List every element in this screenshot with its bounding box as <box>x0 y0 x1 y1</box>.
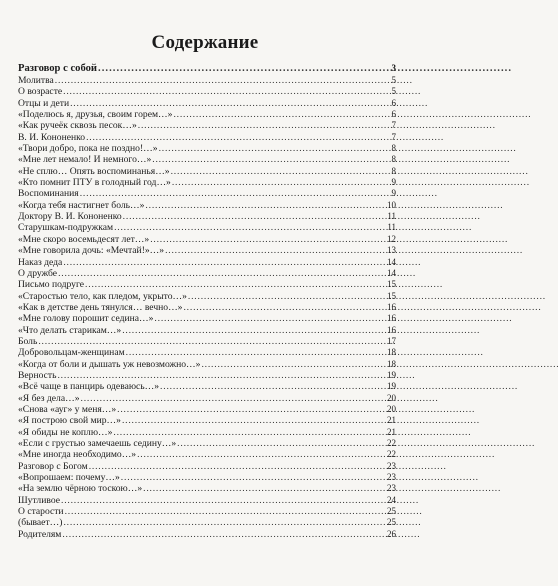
toc-page-number: 15 <box>387 279 396 290</box>
dot-leader <box>188 291 385 302</box>
toc-page-number: 20 <box>387 392 396 403</box>
toc-entry-title: «Если с грустью замечаешь седину…» <box>18 438 177 449</box>
toc-page-number: 23 <box>387 460 396 471</box>
toc-page-number: 11 <box>387 222 396 233</box>
toc-entry-title: Добровольцам-женщинам <box>18 347 125 359</box>
toc-entry-title: Боль <box>18 335 38 347</box>
toc-page-number: 14 <box>387 267 396 278</box>
toc-entry-title: Старушкам-подружкам <box>18 222 114 234</box>
toc-entry-title: О дружбе <box>18 267 58 279</box>
toc-entry-title: Родителям <box>18 528 62 540</box>
toc-page-number: 18 <box>387 347 396 358</box>
toc-entry-row <box>18 404 396 415</box>
toc-page-number: 7 <box>391 120 396 131</box>
toc-entry-title: «Мне лет немало! И немного…» <box>18 154 152 166</box>
dot-leader <box>143 483 385 494</box>
dot-leader <box>171 166 385 177</box>
toc-entry-title: Отцы и дети <box>18 97 70 109</box>
toc-entry-row <box>18 200 396 211</box>
toc-entry-row <box>18 291 396 302</box>
toc-page-number: 16 <box>387 313 396 324</box>
toc-entry-title: Письмо подруге <box>18 279 85 291</box>
toc-page-number: 9 <box>391 188 396 199</box>
dot-leader <box>62 529 385 540</box>
toc-entry-title: Доктору В. И. Кононенко <box>18 211 122 223</box>
toc-entry-row <box>18 154 396 165</box>
toc-page-number: 25 <box>387 506 396 517</box>
toc-page-number: 5 <box>391 75 396 85</box>
toc-page-number: 13 <box>387 245 396 256</box>
toc-page-number: 23 <box>387 472 396 483</box>
dot-leader <box>89 461 385 472</box>
toc-page-number: 3 <box>391 63 396 73</box>
toc-page-number: 6 <box>391 109 396 120</box>
toc-entry-row <box>18 188 396 199</box>
dot-leader <box>63 86 385 97</box>
toc-entry-row <box>18 268 396 279</box>
toc-page-number: 24 <box>387 494 396 505</box>
toc-entry-title: «Когда тебя настигнет боль…» <box>18 199 145 211</box>
toc-entry-title: «Поделюсь я, друзья, своим горем…» <box>18 109 173 121</box>
dot-leader <box>114 222 385 233</box>
dot-leader <box>85 279 385 290</box>
dot-leader <box>126 347 385 358</box>
dot-leader <box>70 98 385 109</box>
toc-entry-title: Наказ деда <box>18 256 63 268</box>
toc-page-number: 23 <box>387 483 396 494</box>
toc-entry-title: «Старостью тело, как пледом, укрыто…» <box>18 290 187 302</box>
toc-entry-title: «Как в детстве день тянулся… вечно…» <box>18 301 183 313</box>
toc-entry-title: Шутливое <box>18 494 60 506</box>
dot-leader <box>154 313 385 324</box>
toc-entry-title: Воспоминания <box>18 188 79 200</box>
dot-leader <box>117 404 385 415</box>
toc-entry-row <box>18 75 396 86</box>
toc-page-number: 25 <box>387 517 396 528</box>
dot-leader <box>121 472 385 483</box>
dot-leader <box>122 415 385 426</box>
toc-page-number: 10 <box>387 199 396 210</box>
toc-entry-title: О старости <box>18 506 64 518</box>
toc-page-number: 17 <box>387 335 396 346</box>
toc-entry-row <box>18 86 396 97</box>
toc-entry-row <box>18 381 396 392</box>
toc-entry-title: Разговор с Богом <box>18 460 88 472</box>
dot-leader <box>172 177 385 188</box>
toc-entry-title: «Я без дела…» <box>18 392 80 404</box>
toc-page-number: 9 <box>391 177 396 188</box>
toc-page-number: 8 <box>391 165 396 176</box>
toc-page-number: 11 <box>387 211 396 222</box>
toc-entry-row <box>18 359 396 370</box>
dot-leader <box>81 393 386 404</box>
toc-entry-title: «Не сплю… Опять воспоминанья…» <box>18 165 170 177</box>
toc-entry-row <box>18 98 396 109</box>
dot-leader <box>58 268 385 279</box>
toc-entry-row <box>18 120 396 131</box>
toc-entry-row <box>18 257 396 268</box>
toc-entry-title: Разговор с собой <box>18 63 97 74</box>
toc-entry-title: «Снова «ауг» у меня…» <box>18 403 117 415</box>
toc-section-row <box>18 62 396 75</box>
dot-leader <box>113 427 385 438</box>
toc-entry-row <box>18 302 396 313</box>
dot-leader <box>145 200 385 211</box>
toc-page-number: 18 <box>387 358 396 369</box>
toc-entry-row <box>18 132 396 143</box>
toc-page-number: 14 <box>387 256 396 267</box>
dot-leader <box>122 325 385 336</box>
toc-entry-title: «Мне говорила дочь: «Мечтай!»…» <box>18 245 165 257</box>
toc-page-number: 6 <box>391 97 396 108</box>
toc-entry-row <box>18 461 396 472</box>
toc-entry-title: «Когда от боли и дышать уж невозможно…» <box>18 358 201 370</box>
toc-entry-title: «Мне иногда необходимо…» <box>18 449 137 461</box>
toc-entry-row <box>18 393 396 404</box>
page-title: Содержание <box>151 32 259 53</box>
toc-entry-title: О возрасте <box>18 86 63 98</box>
toc-entry-row <box>18 245 396 256</box>
toc-entry-title: «На землю чёрною тоскою…» <box>18 483 143 495</box>
toc-entry-title: «Твори добро, пока не поздно!…» <box>18 143 158 155</box>
dot-leader <box>61 495 385 506</box>
toc-entry-row <box>18 234 396 245</box>
toc-entry-row <box>18 438 396 449</box>
dot-leader <box>55 75 385 86</box>
toc-entry-row <box>18 166 396 177</box>
toc-entry-row <box>18 109 396 120</box>
toc-entry-title: «Кто помнит ПТУ в голодный год…» <box>18 177 171 189</box>
toc-entry-title: «Вопрошаем: почему…» <box>18 472 120 484</box>
dot-leader <box>63 257 385 268</box>
toc-page-number: 12 <box>387 233 396 244</box>
toc-page-number: 7 <box>391 131 396 142</box>
toc-entry-title: «Я построю свой мир…» <box>18 415 121 427</box>
dot-leader <box>57 370 385 381</box>
dot-leader <box>183 302 385 313</box>
toc-entry-row <box>18 279 396 290</box>
toc-page-number: 16 <box>387 301 396 312</box>
dot-leader <box>137 449 385 460</box>
toc-page-number: 22 <box>387 438 396 448</box>
toc-entry-row <box>18 529 396 540</box>
dot-leader <box>177 438 385 449</box>
dot-leader <box>63 517 385 528</box>
toc-page-number: 8 <box>391 154 396 165</box>
dot-leader <box>86 132 385 143</box>
dot-leader <box>150 234 385 245</box>
dot-leader <box>152 154 385 165</box>
dot-leader <box>138 120 385 131</box>
toc-page-number: 26 <box>387 528 396 539</box>
toc-entry-row <box>18 325 396 336</box>
toc-entry-row <box>18 370 396 381</box>
toc-page-number: 22 <box>387 449 396 460</box>
toc-page-number: 21 <box>387 426 396 437</box>
toc-entry-row <box>18 506 396 517</box>
toc-entry-row <box>18 313 396 324</box>
toc-entry-row <box>18 177 396 188</box>
dot-leader <box>201 359 385 370</box>
toc-entry-row <box>18 347 396 358</box>
toc-page-number: 15 <box>387 290 396 301</box>
toc-entry-title: Молитва <box>18 75 54 86</box>
toc-page-number: 20 <box>387 403 396 414</box>
toc-entry-row <box>18 415 396 426</box>
dot-leader <box>173 109 385 120</box>
toc-page-number: 19 <box>387 381 396 392</box>
toc-entry-row <box>18 336 396 347</box>
toc-entry-row <box>18 143 396 154</box>
toc-page-number: 8 <box>391 143 396 154</box>
dot-leader <box>165 245 385 256</box>
toc-entry-row <box>18 449 396 460</box>
toc-page-number: 19 <box>387 369 396 380</box>
toc-entry-title: (бывает…) <box>18 517 63 529</box>
dot-leader <box>123 211 385 222</box>
toc-page-number: 16 <box>387 324 396 335</box>
toc-entry-row <box>18 495 396 506</box>
toc-page-number: 5 <box>391 86 396 97</box>
toc-entry-row <box>18 222 396 233</box>
toc-entry-row <box>18 472 396 483</box>
dot-leader <box>159 143 385 154</box>
toc-entry-title: «Я обиды не коплю…» <box>18 426 113 438</box>
toc-entry-title: «Мне скоро восемьдесят лет…» <box>18 233 150 245</box>
toc-entry-title: Верность <box>18 369 57 381</box>
toc-entry-row <box>18 211 396 222</box>
toc-entry-title: «Всё чаще в панцирь одеваюсь…» <box>18 381 160 393</box>
toc-entry-title: В. И. Кононенко <box>18 131 86 143</box>
toc-page-number: 21 <box>387 415 396 426</box>
dot-leader <box>80 188 385 199</box>
dot-leader <box>160 381 385 392</box>
dot-leader <box>38 336 385 347</box>
table-of-contents <box>18 62 396 540</box>
dot-leader <box>65 506 385 517</box>
toc-entry-title: «Что делать старикам…» <box>18 324 122 336</box>
toc-entry-row <box>18 517 396 528</box>
toc-entry-row <box>18 483 396 494</box>
toc-entry-row <box>18 427 396 438</box>
toc-entry-title: «Мне голову порошит седина…» <box>18 313 154 325</box>
dot-leader <box>98 62 385 75</box>
toc-entry-title: «Как ручеёк сквозь песок…» <box>18 120 137 132</box>
